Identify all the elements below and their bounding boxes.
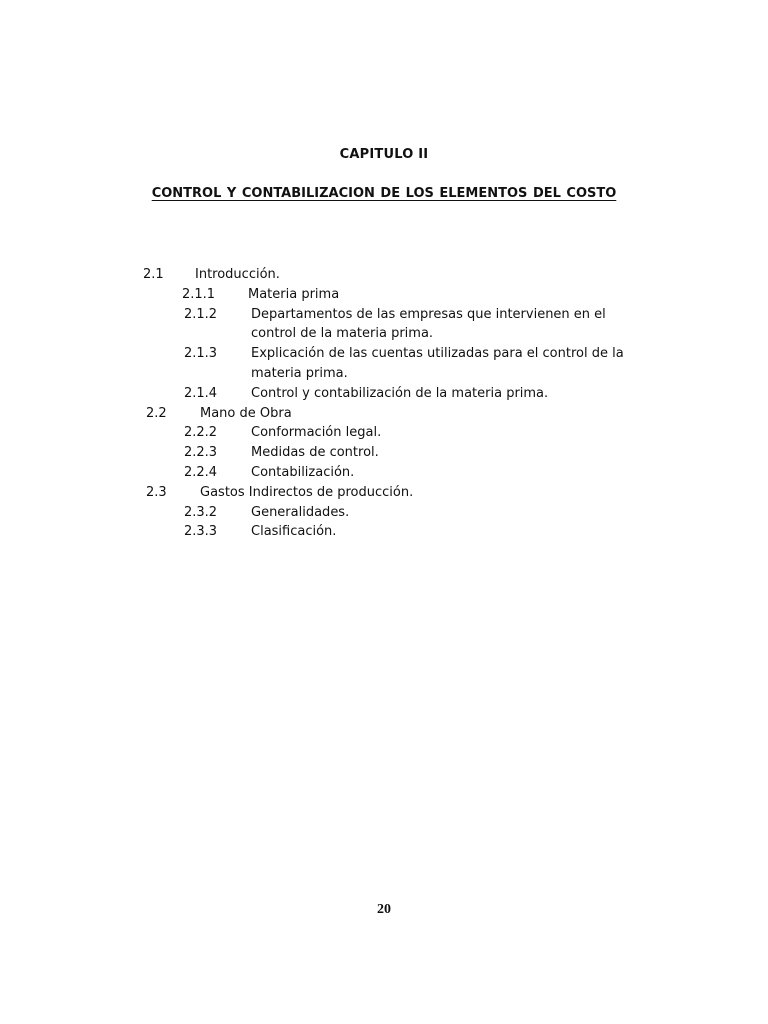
toc-number: 2.3.2 [184, 504, 218, 520]
toc-text-continued: control de la materia prima. [251, 326, 434, 342]
toc-entry-2-1-4 [0, 384, 768, 404]
toc-entry-2-1-2-continued [0, 324, 768, 344]
toc-entry-2-3 [0, 483, 768, 503]
toc-number: 2.2.2 [184, 425, 218, 441]
toc-number: 2.1.2 [184, 306, 218, 322]
toc-text-continued: materia prima. [251, 365, 348, 381]
toc-text: Introducción. [195, 267, 280, 282]
toc-entry-2-1 [0, 265, 768, 285]
toc-entry-2-2-3 [0, 443, 768, 463]
chapter-title: CONTROL Y CONTABILIZACION DE LOS ELEMENTOS DEL COSTO [151, 186, 617, 201]
toc-entry-2-1-3-continued [0, 364, 768, 384]
toc-text: Materia prima [248, 286, 340, 302]
toc-entry-2-3-2 [0, 503, 768, 523]
toc-entry-2-1-3 [0, 344, 768, 364]
toc-number: 2.3.3 [184, 524, 218, 540]
toc-number: 2.3 [146, 484, 167, 500]
toc-text: Control y contabilización de la materia prima. [251, 385, 549, 401]
toc-number: 2.1.4 [184, 385, 218, 401]
toc-text: Clasificación. [251, 524, 337, 540]
toc-entry-2-2-2 [0, 423, 768, 443]
toc-entry-2-2 [0, 404, 768, 424]
toc-text: Contabilización. [251, 464, 355, 480]
toc-text: Gastos Indirectos de producción. [200, 484, 414, 500]
toc-number: 2.1.1 [182, 286, 216, 302]
toc-entry-2-3-3 [0, 522, 768, 542]
toc-number: 2.1.3 [184, 346, 218, 362]
toc-number: 2.2.4 [184, 464, 218, 480]
toc-text: Mano de Obra [200, 405, 292, 421]
toc-number: 2.2 [146, 405, 167, 421]
toc-entry-2-1-1 [0, 285, 768, 305]
toc-text: Departamentos de las empresas que intervienen en el [251, 306, 606, 322]
toc-text: Medidas de control. [251, 445, 379, 461]
toc-text: Generalidades. [251, 504, 350, 520]
toc-entry-2-1-2 [0, 305, 768, 325]
toc-text: Conformación legal. [251, 425, 382, 441]
toc-entry-2-2-4 [0, 463, 768, 483]
toc-number: 2.1 [143, 267, 164, 282]
toc-text: Explicación de las cuentas utilizadas para el control de la [251, 346, 624, 362]
chapter-heading: CAPITULO II [339, 147, 429, 162]
toc-number: 2.2.3 [184, 445, 218, 461]
table-of-contents [0, 265, 768, 542]
page-number: 20 [377, 902, 391, 917]
